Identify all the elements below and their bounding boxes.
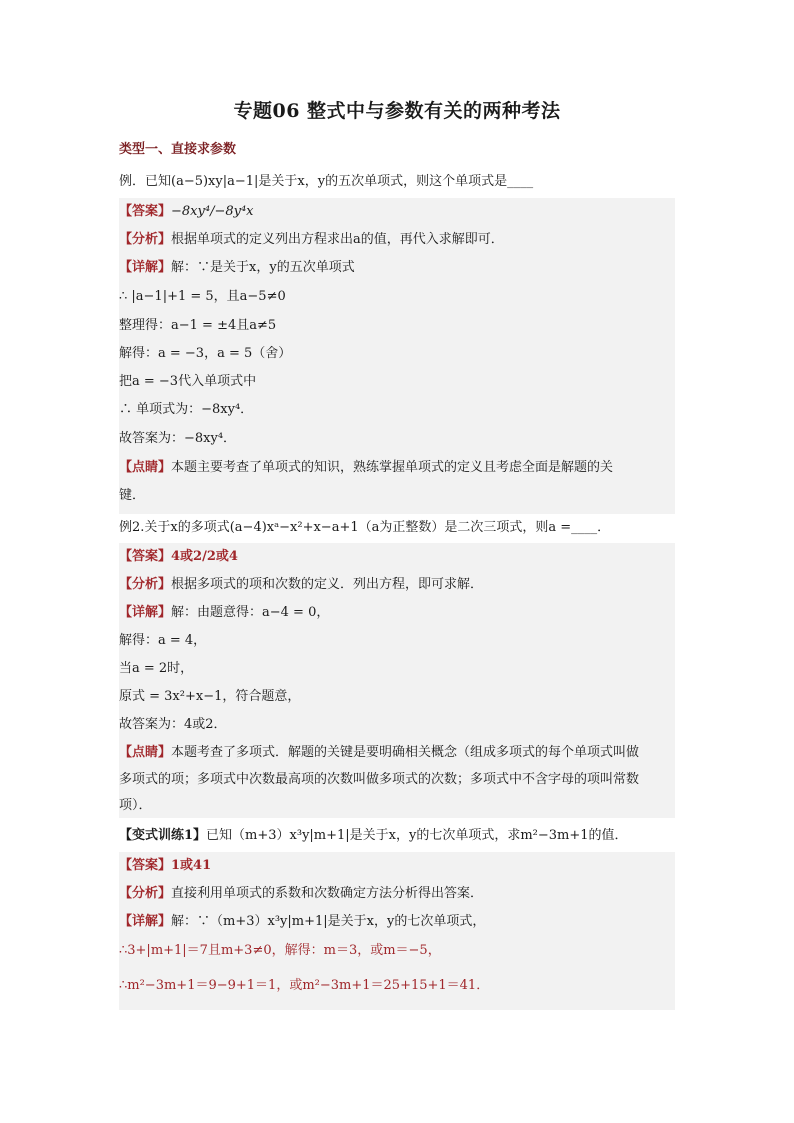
answer-text: −8xy⁴/−8y⁴x — [171, 204, 254, 219]
answer-tag: 【答案】 — [119, 549, 172, 564]
solution-step: ∴3+|m+1|＝7且m+3≠0，解得：m＝3，或m＝−5， — [119, 943, 441, 958]
question-text: 已知（m+3）x³y|m+1|是关于x，y的七次单项式，求m²−3m+1的值． — [206, 828, 628, 843]
solution-step: 整理得：a−1 = ±4且a≠5 — [119, 318, 277, 333]
example-1-analysis — [119, 226, 675, 254]
solution-step: 故答案为：4或2． — [119, 717, 227, 732]
variant-answer — [119, 852, 675, 880]
comment-text: 本题主要考查了单项式的知识，熟练掌握单项式的定义且考虑全面是解题的关 — [171, 460, 614, 475]
example-2-answer — [119, 543, 675, 571]
solution-step: ∴ |a−1|+1 = 5，且a−5≠0 — [119, 289, 286, 304]
detail-text: 解：∵是关于x，y的五次单项式 — [171, 260, 355, 275]
solution-step: 故答案为：−8xy⁴． — [119, 431, 237, 446]
solution-step: 当a = 2时， — [119, 661, 194, 676]
detail-tag: 【详解】 — [119, 914, 172, 929]
detail-tag: 【详解】 — [119, 260, 172, 275]
comment-text: 本题考查了多项式．解题的关键是要明确相关概念（组成多项式的每个单项式叫做 — [171, 745, 640, 760]
page-title: 专题06 整式中与参数有关的两种考法 — [233, 100, 561, 122]
answer-text: 1或41 — [171, 858, 212, 873]
analysis-text: 直接利用单项式的系数和次数确定方法分析得出答案． — [171, 886, 484, 901]
example-1-answer — [119, 198, 675, 226]
analysis-tag: 【分析】 — [119, 232, 172, 247]
comment-continuation: 键． — [119, 488, 146, 503]
solution-step: 解得：a = 4， — [119, 633, 207, 648]
solution-step: ∴ 单项式为：−8xy⁴． — [119, 402, 254, 417]
comment-tag: 【点睛】 — [119, 460, 172, 475]
analysis-tag: 【分析】 — [119, 886, 172, 901]
comment-continuation: 项）． — [119, 798, 152, 813]
detail-tag: 【详解】 — [119, 605, 172, 620]
variant-detail — [119, 908, 675, 936]
comment-tag: 【点睛】 — [119, 745, 172, 760]
detail-text: 解：由题意得：a−4 = 0， — [171, 605, 330, 620]
example-2-detail — [119, 599, 675, 627]
example-1-comment — [119, 454, 675, 482]
section-heading: 类型一、直接求参数 — [119, 142, 237, 157]
solution-step: 原式 = 3x²+x−1，符合题意， — [119, 689, 301, 704]
solution-step: 解得：a = −3，a = 5（舍） — [119, 346, 292, 361]
analysis-text: 根据单项式的定义列出方程求出a的值，再代入求解即可． — [171, 232, 504, 247]
detail-text: 解：∵（m+3）x³y|m+1|是关于x，y的七次单项式， — [171, 914, 486, 929]
comment-continuation: 多项式的项；多项式中次数最高项的次数叫做多项式的次数；多项式中不含字母的项叫常数 — [119, 772, 640, 787]
solution-step: 把a = −3代入单项式中 — [119, 374, 257, 389]
answer-tag: 【答案】 — [119, 204, 172, 219]
variant-analysis — [119, 880, 675, 908]
solution-step: ∴m²−3m+1＝9−9+1＝1，或m²−3m+1＝25+15+1＝41． — [119, 978, 490, 993]
example-2-analysis — [119, 571, 675, 599]
answer-tag: 【答案】 — [119, 858, 172, 873]
variant-tag: 【变式训练1】 — [119, 828, 207, 843]
example-2-comment — [119, 739, 675, 767]
answer-text: 4或2/2或4 — [171, 549, 238, 564]
variant-training-question — [119, 822, 675, 850]
analysis-tag: 【分析】 — [119, 577, 172, 592]
example-1-question: 例．已知(a−5)xy|a−1|是关于x，y的五次单项式，则这个单项式是____ — [119, 174, 534, 189]
example-1-detail — [119, 254, 675, 282]
example-2-question: 例2.关于x的多项式(a−4)xᵃ−x²+x−a+1（a为正整数）是二次三项式，则a =____． — [119, 520, 611, 535]
analysis-text: 根据多项式的项和次数的定义．列出方程，即可求解． — [171, 577, 484, 592]
